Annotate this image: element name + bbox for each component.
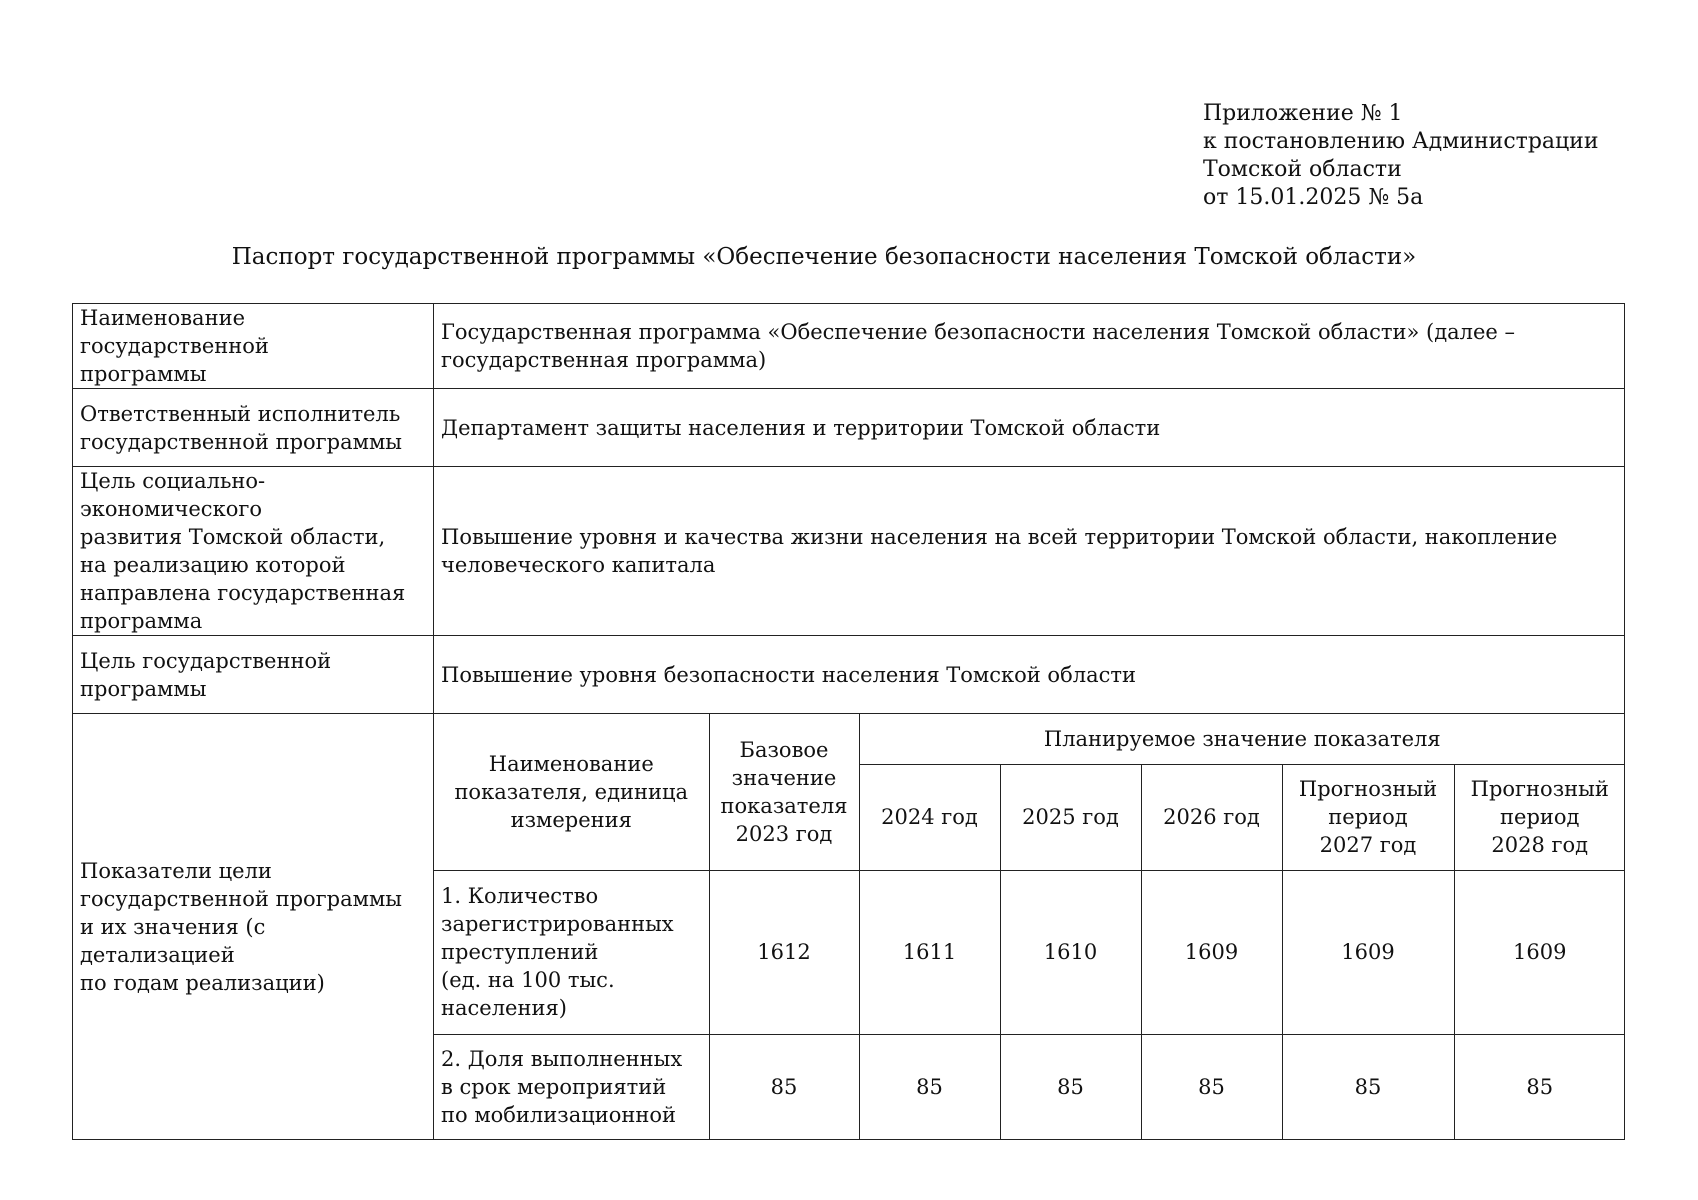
value-cell: 1609 [1282, 870, 1454, 1034]
row-label [73, 467, 434, 636]
header-line: 2027 год [1319, 833, 1417, 857]
value-line: человеческого капитала [441, 553, 716, 577]
header-line: Прогнозный [1470, 777, 1609, 801]
table-row [434, 870, 1625, 1034]
label-line: государственной программы [80, 429, 403, 454]
passport-row-executor [73, 389, 1625, 467]
header-line: показателя [720, 793, 848, 818]
header-year-2027 [1282, 764, 1454, 870]
header-line: период [1500, 805, 1580, 829]
row-label [73, 389, 434, 467]
header-line: Базовое [739, 737, 829, 762]
label-line: Наименование государственной [80, 306, 269, 358]
header-base-value [709, 714, 859, 870]
label-line: Цель социально-экономического [80, 469, 266, 521]
value-cell: 1611 [859, 870, 1000, 1034]
appendix-line: Приложение № 1 [1203, 101, 1403, 126]
appendix-line: Томской области [1203, 157, 1402, 182]
cell-line: преступлений [441, 940, 599, 964]
label-line: Цель государственной [80, 648, 332, 673]
header-line: период [1328, 805, 1408, 829]
document-title: Паспорт государственной программы «Обеспечение безопасности населения Томской области» [231, 244, 1417, 270]
header-year-2026 [1141, 764, 1282, 870]
header-line: Прогнозный [1298, 777, 1438, 801]
header-year-2025 [1000, 764, 1141, 870]
passport-table [72, 303, 1625, 1140]
appendix-line: к постановлению Администрации [1203, 129, 1599, 154]
indicator-name-cell [434, 870, 709, 1034]
passport-row-program-name [73, 304, 1625, 389]
appendix-block [1203, 100, 1599, 212]
value-cell: 1609 [1141, 870, 1282, 1034]
value-cell: 85 [1282, 1034, 1454, 1139]
value-cell: 1610 [1000, 870, 1141, 1034]
header-line: 2025 год [1022, 805, 1119, 829]
row-label [73, 636, 434, 714]
appendix-line: от 15.01.2025 № 5а [1203, 185, 1424, 210]
row-value [434, 304, 1625, 389]
cell-line: зарегистрированных [441, 912, 674, 936]
value-line: Повышение уровня и качества жизни населения на всей территории Томской области, накопление [441, 525, 1558, 549]
label-line: программы [80, 362, 207, 386]
value-cell: 85 [859, 1034, 1000, 1139]
header-line: 2028 год [1491, 833, 1589, 857]
header-year-2024 [859, 764, 1000, 870]
row-label [73, 714, 434, 1140]
label-line: развития Томской области, [80, 525, 386, 549]
cell-line: по мобилизационной [441, 1102, 677, 1127]
label-line: Ответственный исполнитель [80, 401, 401, 426]
passport-row-socioeconomic-goal [73, 467, 1625, 636]
value-cell: 85 [1000, 1034, 1141, 1139]
label-line: программа [80, 609, 203, 633]
row-value [434, 389, 1625, 467]
indicators-table [434, 714, 1625, 1139]
value-line: Департамент защиты населения и территории Томской области [441, 415, 1161, 440]
header-indicator-name [434, 714, 709, 870]
base-value-cell: 85 [709, 1034, 859, 1139]
cell-line: 1. Количество [441, 884, 599, 908]
label-line: по годам реализации) [80, 970, 325, 995]
label-line: на реализацию которой [80, 553, 346, 577]
value-cell: 85 [1141, 1034, 1282, 1139]
row-value [434, 467, 1625, 636]
cell-line: в срок мероприятий [441, 1074, 667, 1099]
indicators-container [434, 714, 1625, 1140]
table-row [434, 1034, 1625, 1139]
label-line: и их значения (с детализацией [80, 914, 266, 967]
header-line: показателя, единица [454, 779, 689, 804]
indicators-header-row [434, 714, 1625, 764]
passport-row-indicators [73, 714, 1625, 1140]
cell-line: населения) [441, 996, 567, 1020]
row-value [434, 636, 1625, 714]
cell-line: (ед. на 100 тыс. [441, 968, 615, 992]
header-line: 2026 год [1163, 805, 1260, 829]
cell-line: 2. Доля выполненных [441, 1046, 683, 1071]
passport-row-program-goal [73, 636, 1625, 714]
label-line: Показатели цели [80, 858, 272, 883]
label-line: направлена государственная [80, 581, 406, 605]
header-line: 2024 год [881, 805, 978, 829]
header-line: измерения [510, 807, 632, 832]
header-line: значение [731, 765, 837, 790]
indicator-name-cell [434, 1034, 709, 1139]
value-line: Государственная программа «Обеспечение безопасности населения Томской области» (далее – [441, 320, 1516, 344]
value-cell: 1609 [1454, 870, 1625, 1034]
value-line: государственная программа) [441, 348, 767, 372]
label-line: государственной программы [80, 886, 403, 911]
header-line: Наименование [488, 751, 654, 776]
value-cell: 85 [1454, 1034, 1625, 1139]
header-line: 2023 год [735, 821, 833, 846]
header-year-2028 [1454, 764, 1625, 870]
value-line: Повышение уровня безопасности населения Томской области [441, 662, 1136, 687]
label-line: программы [80, 676, 207, 701]
row-label [73, 304, 434, 389]
base-value-cell: 1612 [709, 870, 859, 1034]
header-planned-value: Планируемое значение показателя [859, 714, 1625, 764]
